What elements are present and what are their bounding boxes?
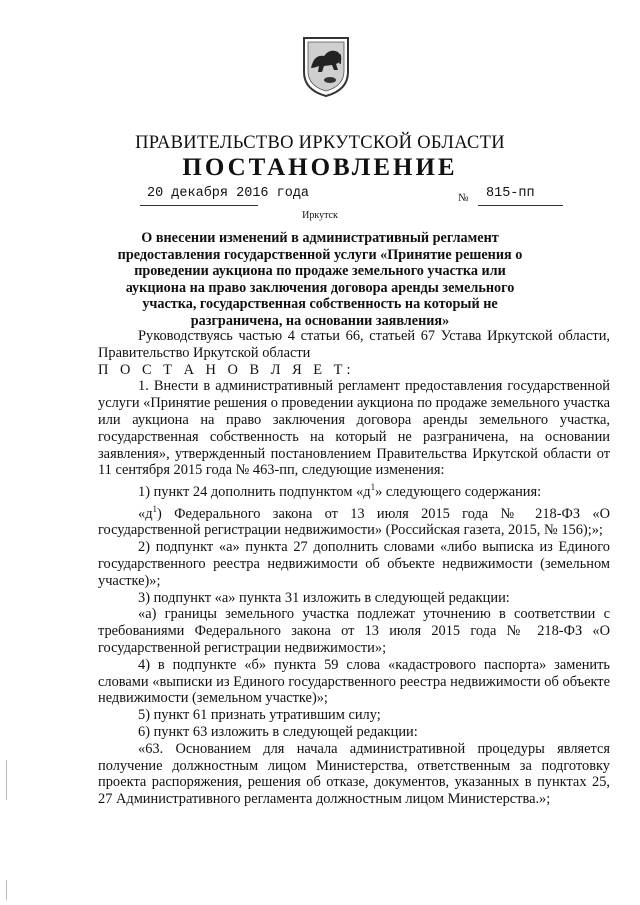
- date-underline: [140, 205, 258, 206]
- government-name: ПРАВИТЕЛЬСТВО ИРКУТСКОЙ ОБЛАСТИ: [135, 133, 505, 153]
- number-underline: [478, 205, 563, 206]
- subitem-d1-text-b: ) Федерального закона от 13 июля 2015 года № 218-ФЗ «О государственной регистрации недвижимости» (Российская газета, 2015, № 156);»;: [98, 505, 610, 539]
- subitem-1-paragraph: [98, 479, 610, 501]
- item-63-paragraph: «63. Основанием для начала административной процедуры является получение должностным лицом Министерства, ответственным за подготовку проекта распоряжения, решения об отказе, документов, указанных в пунктах 25, 27 Административного регламента должностным лицом Министерства.»;: [98, 740, 610, 808]
- subitem-1-text-b: » следующего содержания:: [375, 483, 542, 500]
- subitem-a-paragraph: «а) границы земельного участка подлежат уточнению в соответствии с требованиями Федерального закона от 13 июля 2015 года № 218-ФЗ «О государственной регистрации недвижимости»;: [98, 606, 610, 656]
- subitem-6-paragraph: 6) пункт 63 изложить в следующей редакции:: [138, 723, 418, 740]
- city: Иркутск: [302, 210, 338, 221]
- subitem-1-superscript: 1: [370, 482, 376, 493]
- document-number: 815-пп: [486, 186, 535, 201]
- irkutsk-coat-of-arms-emblem: [300, 34, 352, 98]
- item-1-paragraph: 1. Внести в административный регламент предоставления государственной услуги «Принятие решения о проведении аукциона по продаже земельного участка или аукциона на право заключения договора аренды земельного участка, государственная собственность на который не разграничена, на основании заявления», утвержденный постановлением Правительства Иркутской области от 11 сентября 2015 года № 463-пп, следующие изменения:: [98, 378, 610, 479]
- subitem-2-paragraph: 2) подпункт «а» пункта 27 дополнить словами «либо выписка из Единого государственного реестра недвижимости об объекте недвижимости (земельном участке)»;: [98, 539, 610, 589]
- document-date: 20 декабря 2016 года: [147, 186, 310, 201]
- subitem-3-paragraph: 3) подпункт «а» пункта 31 изложить в следующей редакции:: [138, 589, 510, 606]
- subitem-d1-superscript: 1: [152, 503, 158, 514]
- subitem-d1-paragraph: [98, 501, 610, 539]
- scan-margin-mark: [6, 760, 7, 800]
- subitem-4-paragraph: 4) в подпункте «б» пункта 59 слова «кадастрового паспорта» заменить словами «выписки из Единого государственного реестра недвижимости об объекте недвижимости (земельном участке)»;: [98, 656, 610, 707]
- document-title: О внесении изменений в административный регламент предоставления государственной услуги «Принятие решения о проведении аукциона по продаже земельного участка или аукциона на право заключения договора аренды земельного участка, государственная собственность на который не разграничена, на основании заявления»: [117, 230, 523, 329]
- number-sign: №: [458, 192, 469, 204]
- subitem-d1-text-a: «д: [138, 505, 153, 522]
- document-type: ПОСТАНОВЛЕНИЕ: [182, 154, 458, 181]
- subitem-5-paragraph: 5) пункт 61 признать утратившим силу;: [138, 707, 381, 724]
- scan-margin-mark: [6, 880, 7, 900]
- subitem-1-text-a: 1) пункт 24 дополнить подпунктом «д: [138, 483, 371, 500]
- preamble-paragraph: Руководствуясь частью 4 статьи 66, статьей 67 Устава Иркутской области, Правительство Иркутской области: [98, 328, 610, 361]
- document-body: [98, 328, 610, 808]
- resolves-heading: П О С Т А Н О В Л Я Е Т:: [98, 361, 355, 378]
